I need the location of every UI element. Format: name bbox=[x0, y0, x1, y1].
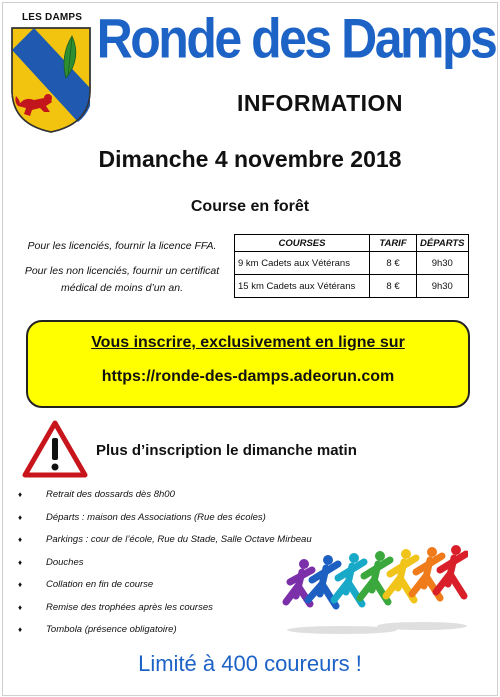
runners-illustration-icon bbox=[282, 540, 468, 640]
warning-text: Plus d’inscription le dimanche matin bbox=[96, 442, 357, 459]
row-course: 9 km Cadets aux Vétérans bbox=[235, 252, 370, 275]
bullet-icon: ♦ bbox=[18, 535, 23, 544]
poster-subtitle: INFORMATION bbox=[236, 90, 404, 116]
list-item: ♦ Départs : maison des Associations (Rue des écoles) bbox=[18, 507, 312, 530]
row-start-time: 9h30 bbox=[417, 275, 469, 298]
license-requirements bbox=[8, 238, 236, 305]
row-course: 15 km Cadets aux Vétérans bbox=[235, 275, 370, 298]
registration-box bbox=[26, 320, 470, 408]
bullet-icon: ♦ bbox=[18, 625, 23, 634]
event-type: Course en forêt bbox=[190, 198, 310, 215]
bullet-icon: ♦ bbox=[18, 512, 23, 522]
crest-label: LES DAMPS bbox=[22, 12, 83, 23]
list-item: ♦ Collation en fin de course bbox=[18, 574, 312, 597]
poster-title: Ronde des Damps bbox=[96, 7, 496, 70]
participant-limit: Limité à 400 coureurs ! bbox=[138, 651, 362, 676]
table-row bbox=[235, 275, 469, 298]
bullet-icon: ♦ bbox=[18, 602, 23, 612]
header-departs: DÉPARTS bbox=[417, 235, 469, 252]
list-item: ♦ Parkings : cour de l’école, Rue du Stade, Salle Octave Mirbeau bbox=[18, 529, 312, 552]
list-item: ♦ Retrait des dossards dès 8h00 bbox=[18, 484, 312, 507]
unlicensed-note: Pour les non licenciés, fournir un certificat médical de moins d’un an. bbox=[24, 265, 220, 294]
list-item: ♦ Remise des trophées après les courses bbox=[18, 597, 312, 620]
list-item: ♦ Douches bbox=[18, 552, 312, 575]
bullet-icon: ♦ bbox=[18, 490, 23, 499]
list-item: ♦ Tombola (présence obligatoire) bbox=[18, 619, 312, 642]
row-price: 8 € bbox=[370, 275, 417, 298]
row-price: 8 € bbox=[370, 252, 417, 275]
header-courses: COURSES bbox=[235, 235, 370, 252]
bullet-icon: ♦ bbox=[18, 580, 23, 589]
registration-link[interactable]: https://ronde-des-damps.adeorun.com bbox=[101, 368, 395, 385]
header-tarif: TARIF bbox=[370, 235, 417, 252]
table-row bbox=[235, 252, 469, 275]
warning-triangle-icon bbox=[22, 420, 88, 478]
bullet-icon: ♦ bbox=[18, 557, 23, 567]
race-price-table bbox=[234, 234, 469, 298]
coat-of-arms-icon bbox=[10, 26, 92, 134]
event-date: Dimanche 4 novembre 2018 bbox=[98, 146, 402, 172]
registration-title: Vous inscrire, exclusivement en ligne sur bbox=[91, 334, 405, 351]
table-header-row bbox=[235, 235, 469, 252]
row-start-time: 9h30 bbox=[417, 252, 469, 275]
licensed-note: Pour les licenciés, fournir la licence FFA. bbox=[27, 240, 217, 252]
info-list bbox=[18, 484, 312, 642]
